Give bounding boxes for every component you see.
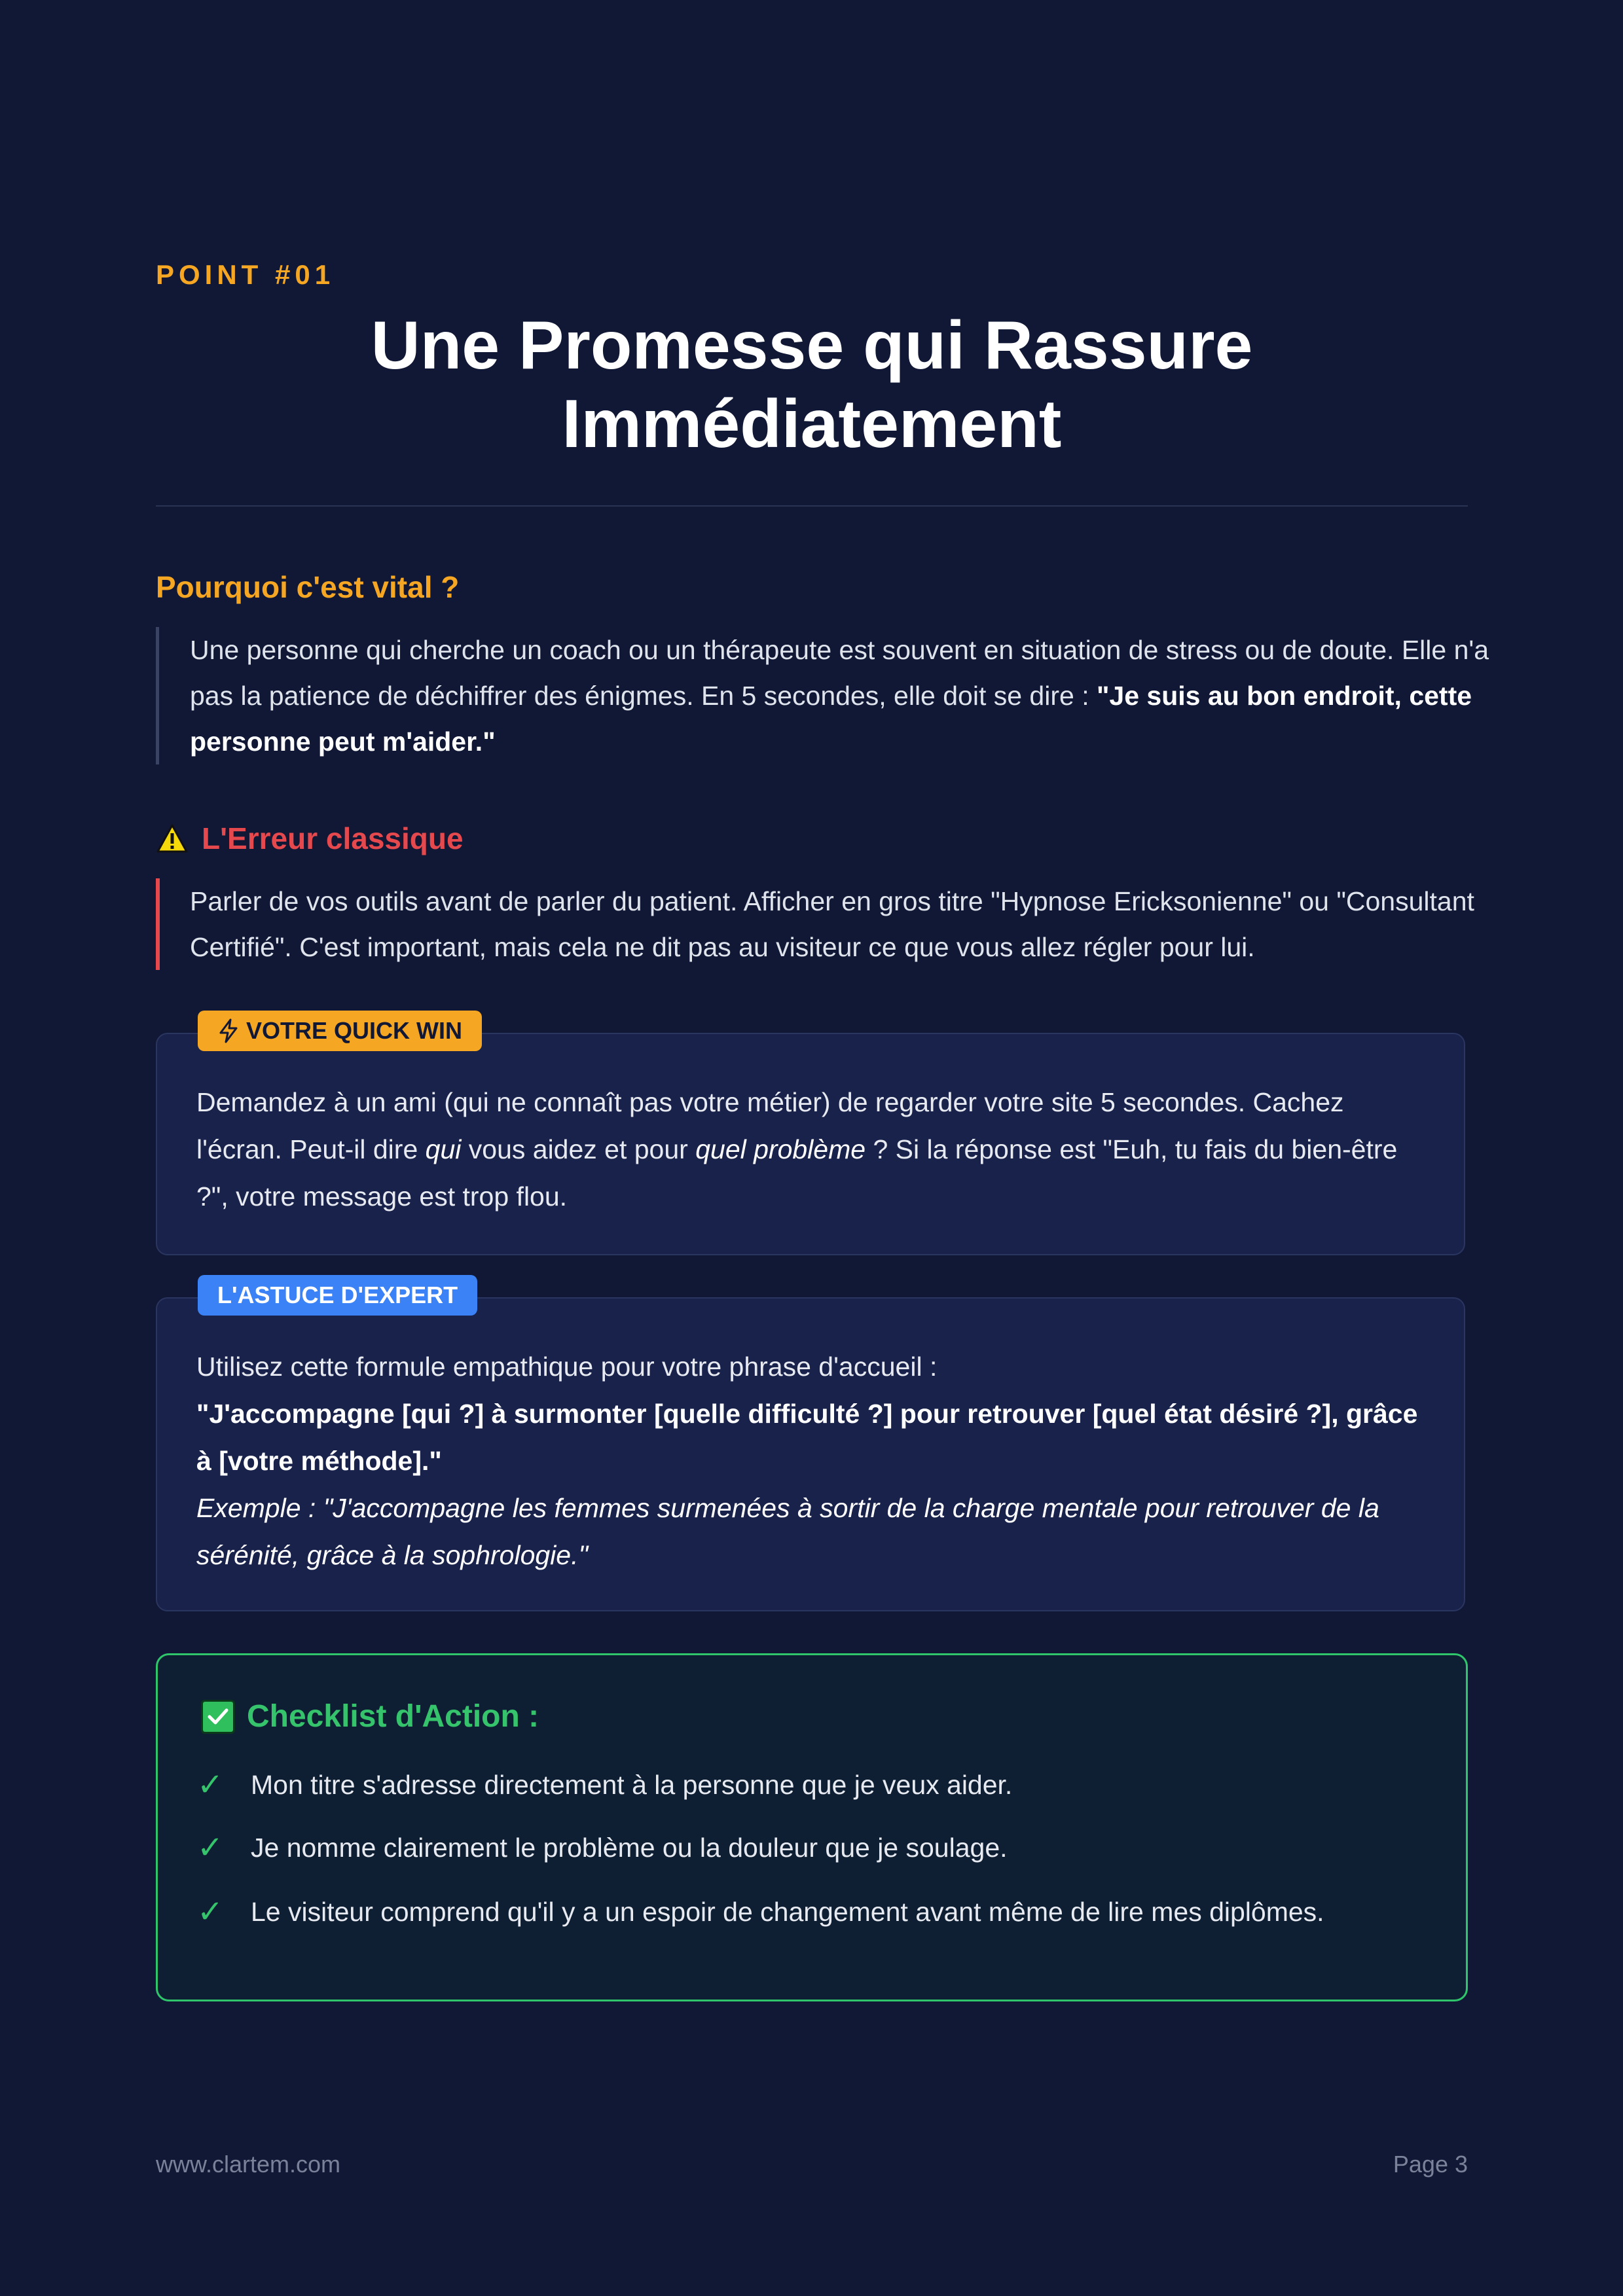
page-title xyxy=(156,306,1468,463)
check-icon: ✓ xyxy=(197,1768,224,1803)
checklist-item xyxy=(197,1829,1008,1866)
section-kicker: POINT #01 xyxy=(156,259,335,290)
checkbox-icon xyxy=(201,1700,235,1734)
page xyxy=(156,0,1489,2296)
checklist-title-label: Checklist d'Action : xyxy=(247,1699,539,1734)
quick-win-em-a: qui xyxy=(425,1134,462,1164)
check-icon: ✓ xyxy=(197,1831,224,1865)
checklist-title xyxy=(201,1698,539,1734)
action-checklist xyxy=(156,1653,1468,2001)
lightning-icon xyxy=(217,1018,240,1043)
expert-tip-formula: "J'accompagne [qui ?] à surmonter [quelle difficulté ?] pour retrouver [quel état désiré ?], grâce à [votre méthode]." xyxy=(196,1399,1418,1476)
page-title-line-1: Une Promesse qui Rassure xyxy=(371,308,1253,384)
check-icon: ✓ xyxy=(197,1895,224,1929)
quick-win-text-b: vous aidez et pour xyxy=(461,1134,696,1164)
error-heading xyxy=(156,821,464,856)
quick-win-card xyxy=(156,1033,1465,1255)
page-title-line-2: Immédiatement xyxy=(562,386,1062,462)
checklist-item-text: Je nomme clairement le problème ou la douleur que je soulage. xyxy=(251,1832,1008,1863)
checklist-item-text: Le visiteur comprend qu'il y a un espoir de changement avant même de lire mes diplômes. xyxy=(251,1896,1324,1927)
quick-win-em-b: quel problème xyxy=(695,1134,866,1164)
error-heading-label: L'Erreur classique xyxy=(202,821,464,855)
why-quote xyxy=(156,627,1493,764)
quick-win-badge xyxy=(198,1011,482,1051)
error-text: Parler de vos outils avant de parler du patient. Afficher en gros titre "Hypnose Ericksonienne" ou "Consultant Certifié". C'est important, mais cela ne dit pas au visiteur ce que vous allez régler pour lui. xyxy=(156,878,1493,970)
title-divider xyxy=(156,505,1468,507)
expert-tip-example: Exemple : "J'accompagne les femmes surmenées à sortir de la charge mentale pour retrouver de la sérénité, grâce à la sophrologie." xyxy=(196,1493,1379,1570)
footer-website: www.clartem.com xyxy=(156,2151,341,2178)
checklist-item xyxy=(197,1893,1324,1930)
checklist-item-text: Mon titre s'adresse directement à la personne que je veux aider. xyxy=(251,1769,1013,1800)
checklist-item xyxy=(197,1767,1012,1803)
expert-tip-intro: Utilisez cette formule empathique pour votre phrase d'accueil : xyxy=(196,1352,938,1382)
quick-win-badge-label: VOTRE QUICK WIN xyxy=(246,1017,462,1044)
why-heading: Pourquoi c'est vital ? xyxy=(156,570,460,604)
why-emphasis: "Je suis au bon endroit, cette personne peut m'aider." xyxy=(190,681,1472,757)
quick-win-text-c: ? Si la réponse est "Euh, tu fais du bien-être ?", votre message est trop flou. xyxy=(196,1134,1398,1211)
warning-icon xyxy=(156,823,189,853)
quick-win-text-a: Demandez à un ami (qui ne connaît pas votre métier) de regarder votre site 5 secondes. Cachez l'écran. Peut-il dire xyxy=(196,1087,1344,1164)
expert-tip-card xyxy=(156,1297,1465,1611)
expert-tip-badge: L'ASTUCE D'EXPERT xyxy=(198,1275,477,1316)
why-text: Une personne qui cherche un coach ou un thérapeute est souvent en situation de stress ou de doute. Elle n'a pas la patience de déchiffrer des énigmes. En 5 secondes, elle doit se dire : xyxy=(190,635,1489,711)
page-number: Page 3 xyxy=(1393,2151,1468,2178)
